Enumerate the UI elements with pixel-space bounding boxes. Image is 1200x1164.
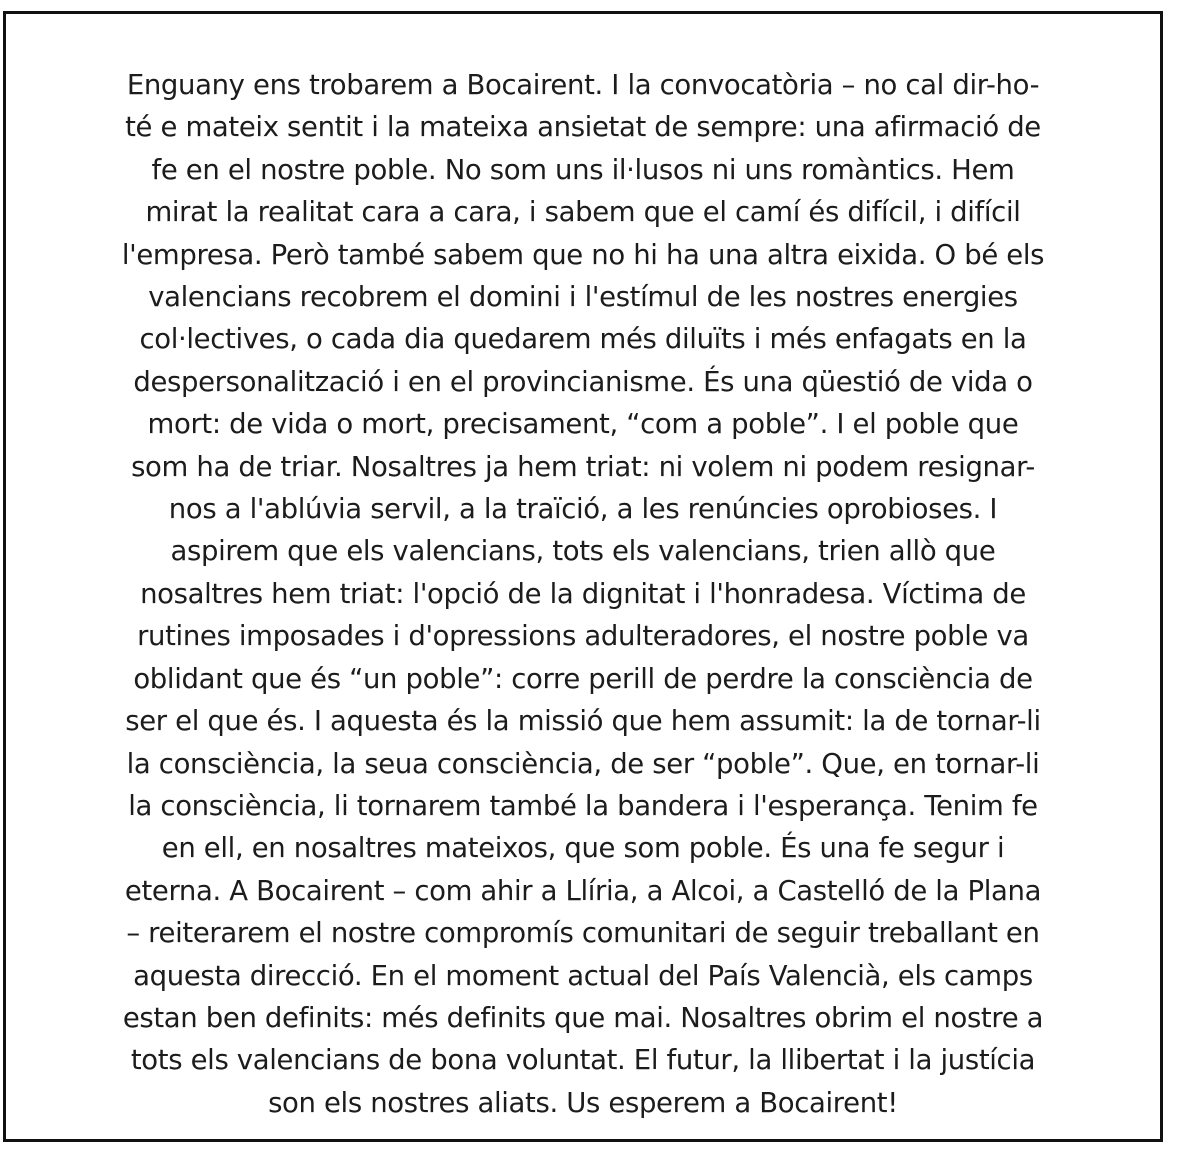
text-line: oblidant que és “un poble”: corre perill de perdre la consciència de [133,662,1033,695]
text-line: valencians recobrem el domini i l'estímul de les nostres energies [148,281,1018,314]
text-line: fe en el nostre poble. No som uns il·lusos ni uns romàntics. Hem [151,153,1015,186]
text-line: rutines imposades i d'opressions adulteradores, el nostre poble va [137,620,1029,653]
text-line: aspirem que els valencians, tots els valencians, trien allò que [170,535,996,568]
text-line: col·lectives, o cada dia quedarem més diluïts i més enfagats en la [139,323,1027,356]
text-line: son els nostres aliats. Us esperem a Bocairent! [268,1086,898,1119]
text-line: la consciència, la seua consciència, de ser “poble”. Que, en tornar-li [126,747,1040,780]
text-frame [3,11,1163,1142]
text-line: despersonalització i en el provincianisme. És una qüestió de vida o [133,365,1033,398]
text-line: tots els valencians de bona voluntat. El futur, la llibertat i la justícia [130,1044,1036,1077]
document-body [6,64,1160,1124]
text-line: eterna. A Bocairent – com ahir a Llíria, a Alcoi, a Castelló de la Plana [124,874,1042,907]
text-line: té e mateix sentit i la mateixa ansietat de sempre: una afirmació de [125,111,1041,144]
text-line: nos a l'ablúvia servil, a la traïció, a les renúncies oprobioses. I [168,493,998,526]
text-line: ser el que és. I aquesta és la missió que hem assumit: la de tornar-li [125,705,1041,738]
text-line: aquesta direcció. En el moment actual del País Valencià, els camps [133,959,1033,992]
text-line: som ha de triar. Nosaltres ja hem triat: ni volem ni podem resignar- [131,450,1035,483]
text-line: mirat la realitat cara a cara, i sabem que el camí és difícil, i difícil [145,196,1021,229]
text-line: en ell, en nosaltres mateixos, que som poble. És una fe segur i [161,832,1005,865]
text-line: Enguany ens trobarem a Bocairent. I la convocatòria – no cal dir-ho- [126,69,1040,101]
text-line: l'empresa. Però també sabem que no hi ha una altra eixida. O bé els [121,238,1045,271]
text-line: mort: de vida o mort, precisament, “com a poble”. I el poble que [147,408,1019,441]
text-line: – reiterarem el nostre compromís comunitari de seguir treballant en [126,917,1040,950]
text-line: estan ben definits: més definits que mai. Nosaltres obrim el nostre a [122,1001,1044,1034]
text-line: nosaltres hem triat: l'opció de la dignitat i l'honradesa. Víctima de [140,577,1026,610]
text-line: la consciència, li tornarem també la bandera i l'esperança. Tenim fe [128,789,1038,822]
